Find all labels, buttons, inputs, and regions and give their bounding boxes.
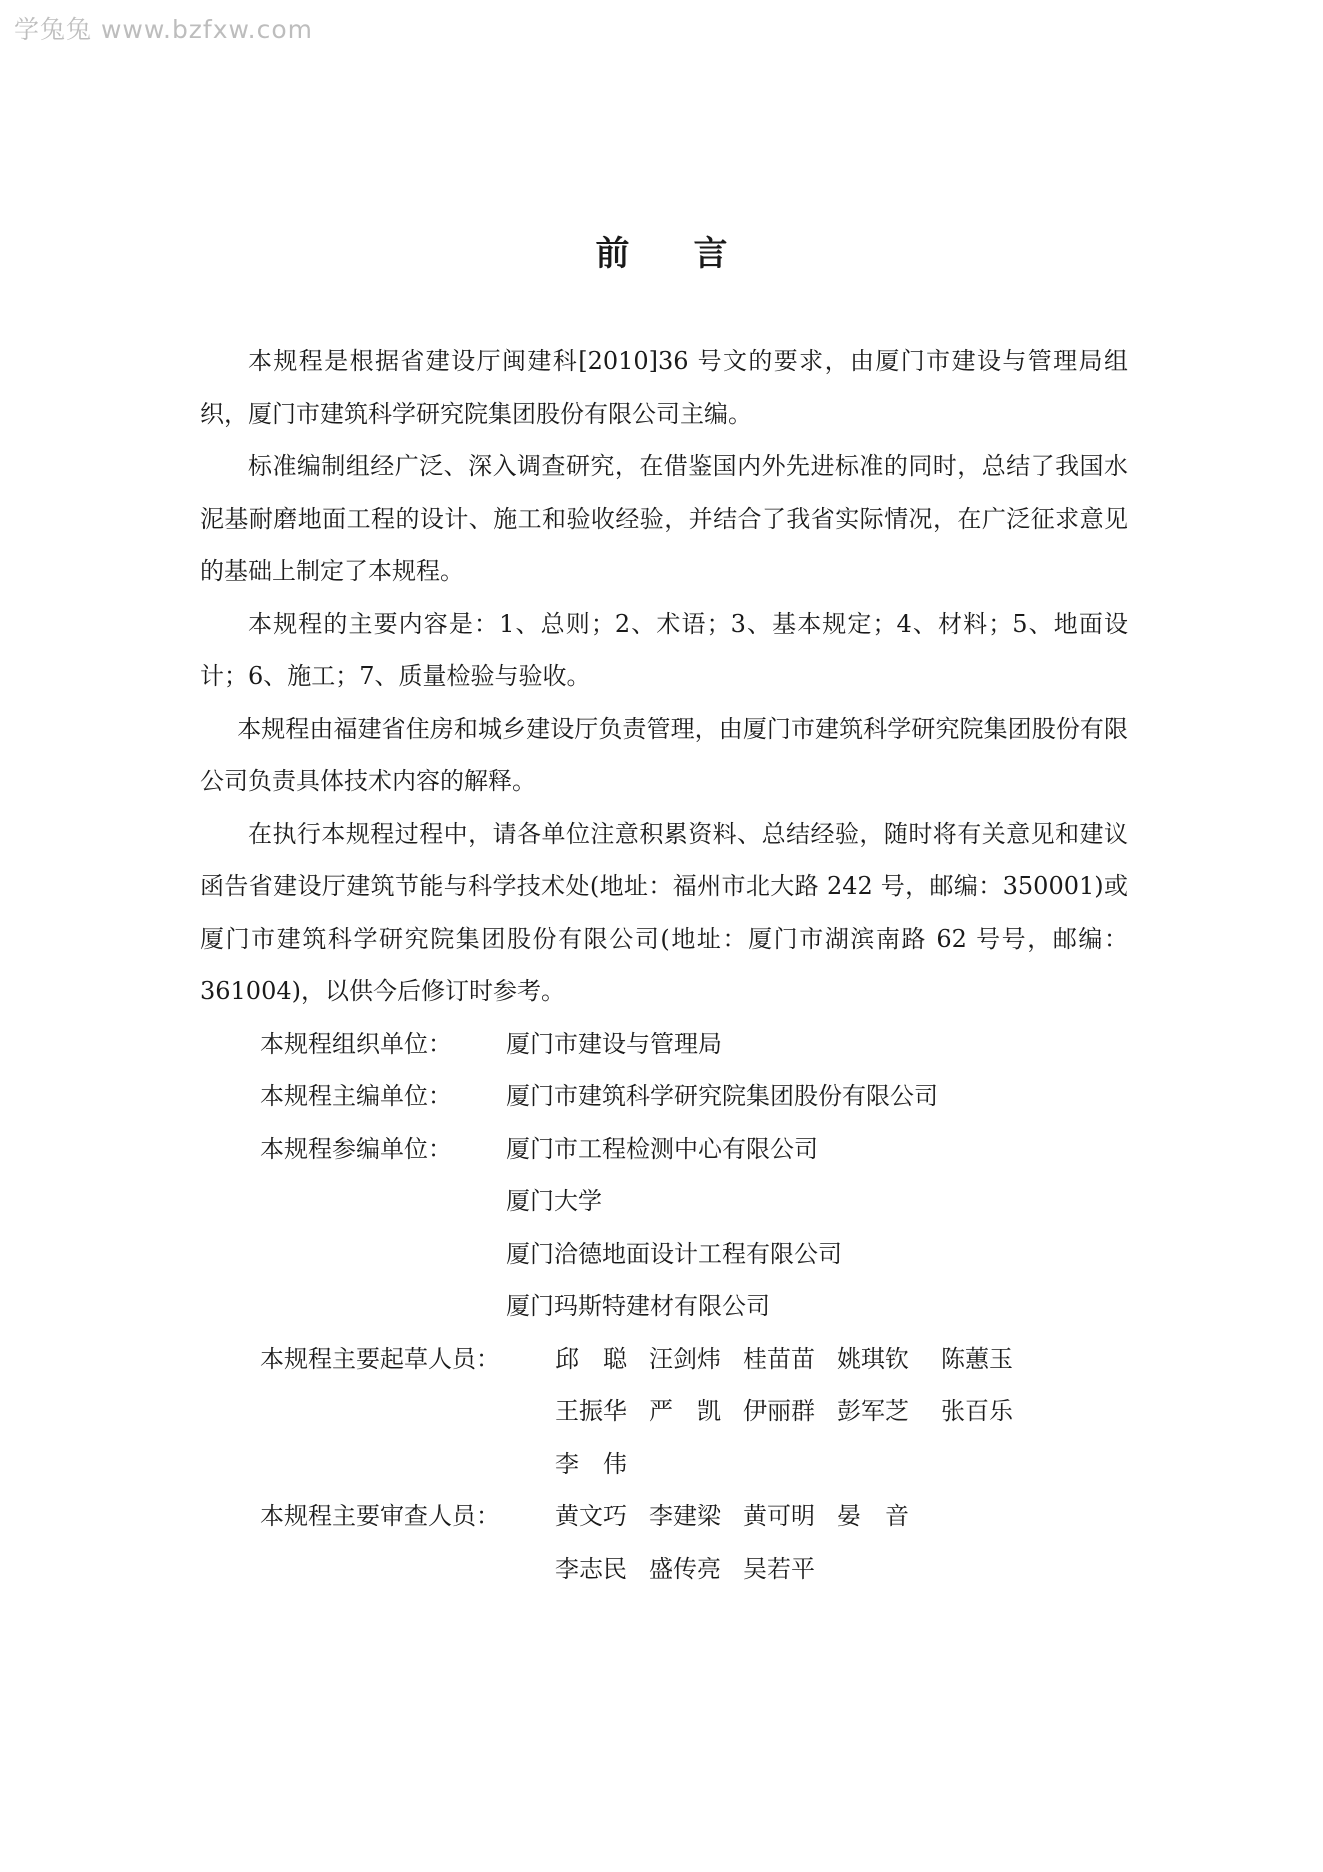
reviewer-name: 吴若平: [743, 1554, 815, 1583]
drafters-row: [200, 1333, 1128, 1386]
co-editor-value: 厦门市工程检测中心有限公司: [506, 1134, 818, 1163]
drafter-name: 陈蕙玉: [941, 1344, 1013, 1373]
reviewers-row: [200, 1490, 1128, 1543]
paragraph-5: 在执行本规程过程中，请各单位注意积累资料、总结经验，随时将有关意见和建议函告省建设厅建筑节能与科学技术处(地址：福州市北大路 242 号，邮编：350001)或厦门市建筑科学研究院集团股份有限公司(地址：厦门市湖滨南路 62 号号，邮编：361004)，以供今后修订时参考。: [200, 819, 1128, 1005]
co-editor-row: [200, 1280, 1128, 1333]
organizer-row: [200, 1018, 1128, 1071]
co-editor-value: 厦门大学: [506, 1187, 602, 1215]
reviewers-row: [200, 1543, 1128, 1596]
drafters-label: 本规程主要起草人员：: [260, 1344, 500, 1373]
chief-editor-label: 本规程主编单位：: [260, 1082, 452, 1110]
organizer-label: 本规程组织单位：: [260, 1029, 452, 1058]
drafter-name: 汪剑炜: [649, 1344, 721, 1373]
drafter-name: 桂苗苗: [743, 1344, 815, 1373]
drafter-name: 李 伟: [555, 1449, 627, 1478]
paragraph-3: 本规程的主要内容是：1、总则；2、术语；3、基本规定；4、材料；5、地面设计；6、施工；7、质量检验与验收。: [200, 609, 1128, 690]
title-char-1: 前: [595, 234, 630, 274]
reviewer-name: 李建梁: [649, 1502, 721, 1530]
drafter-name: 彭军芝: [837, 1397, 909, 1425]
title-char-2: 言: [693, 234, 728, 274]
reviewer-name: 晏 音: [837, 1502, 909, 1530]
drafter-name: 王振华: [555, 1397, 627, 1425]
co-editor-value: 厦门洽德地面设计工程有限公司: [506, 1239, 842, 1268]
co-editor-row: [200, 1228, 1128, 1281]
reviewer-name: 黄可明: [743, 1502, 815, 1530]
reviewers-label: 本规程主要审查人员：: [260, 1502, 500, 1530]
drafter-name: 张百乐: [941, 1397, 1013, 1425]
reviewer-name: 黄文巧: [555, 1502, 627, 1530]
chief-editor-row: [200, 1070, 1128, 1123]
paragraph-1: 本规程是根据省建设厅闽建科[2010]36 号文的要求，由厦门市建设与管理局组织，厦门市建筑科学研究院集团股份有限公司主编。: [200, 347, 1128, 428]
reviewer-name: 盛传亮: [649, 1554, 721, 1583]
preface-body: [200, 335, 1128, 1595]
co-editors-label: 本规程参编单位：: [260, 1134, 452, 1163]
paragraph-4: 本规程由福建省住房和城乡建设厅负责管理，由厦门市建筑科学研究院集团股份有限公司负责具体技术内容的解释。: [200, 714, 1128, 795]
drafters-row: [200, 1385, 1128, 1438]
page-title: [0, 226, 1323, 275]
drafter-name: 严 凯: [649, 1397, 721, 1425]
co-editor-row: [200, 1175, 1128, 1228]
co-editor-value: 厦门玛斯特建材有限公司: [506, 1292, 770, 1320]
chief-editor-value: 厦门市建筑科学研究院集团股份有限公司: [506, 1082, 938, 1110]
watermark: 学兔兔 www.bzfxw.com: [14, 15, 314, 44]
drafter-name: 邱 聪: [555, 1344, 627, 1373]
drafters-row: [200, 1438, 1128, 1491]
organizer-value: 厦门市建设与管理局: [506, 1029, 722, 1058]
drafter-name: 姚琪钦: [837, 1344, 909, 1373]
co-editor-row: [200, 1123, 1128, 1176]
drafter-name: 伊丽群: [743, 1397, 815, 1425]
reviewer-name: 李志民: [555, 1554, 627, 1583]
paragraph-2: 标准编制组经广泛、深入调查研究，在借鉴国内外先进标准的同时，总结了我国水泥基耐磨地面工程的设计、施工和验收经验，并结合了我省实际情况，在广泛征求意见的基础上制定了本规程。: [200, 452, 1128, 585]
